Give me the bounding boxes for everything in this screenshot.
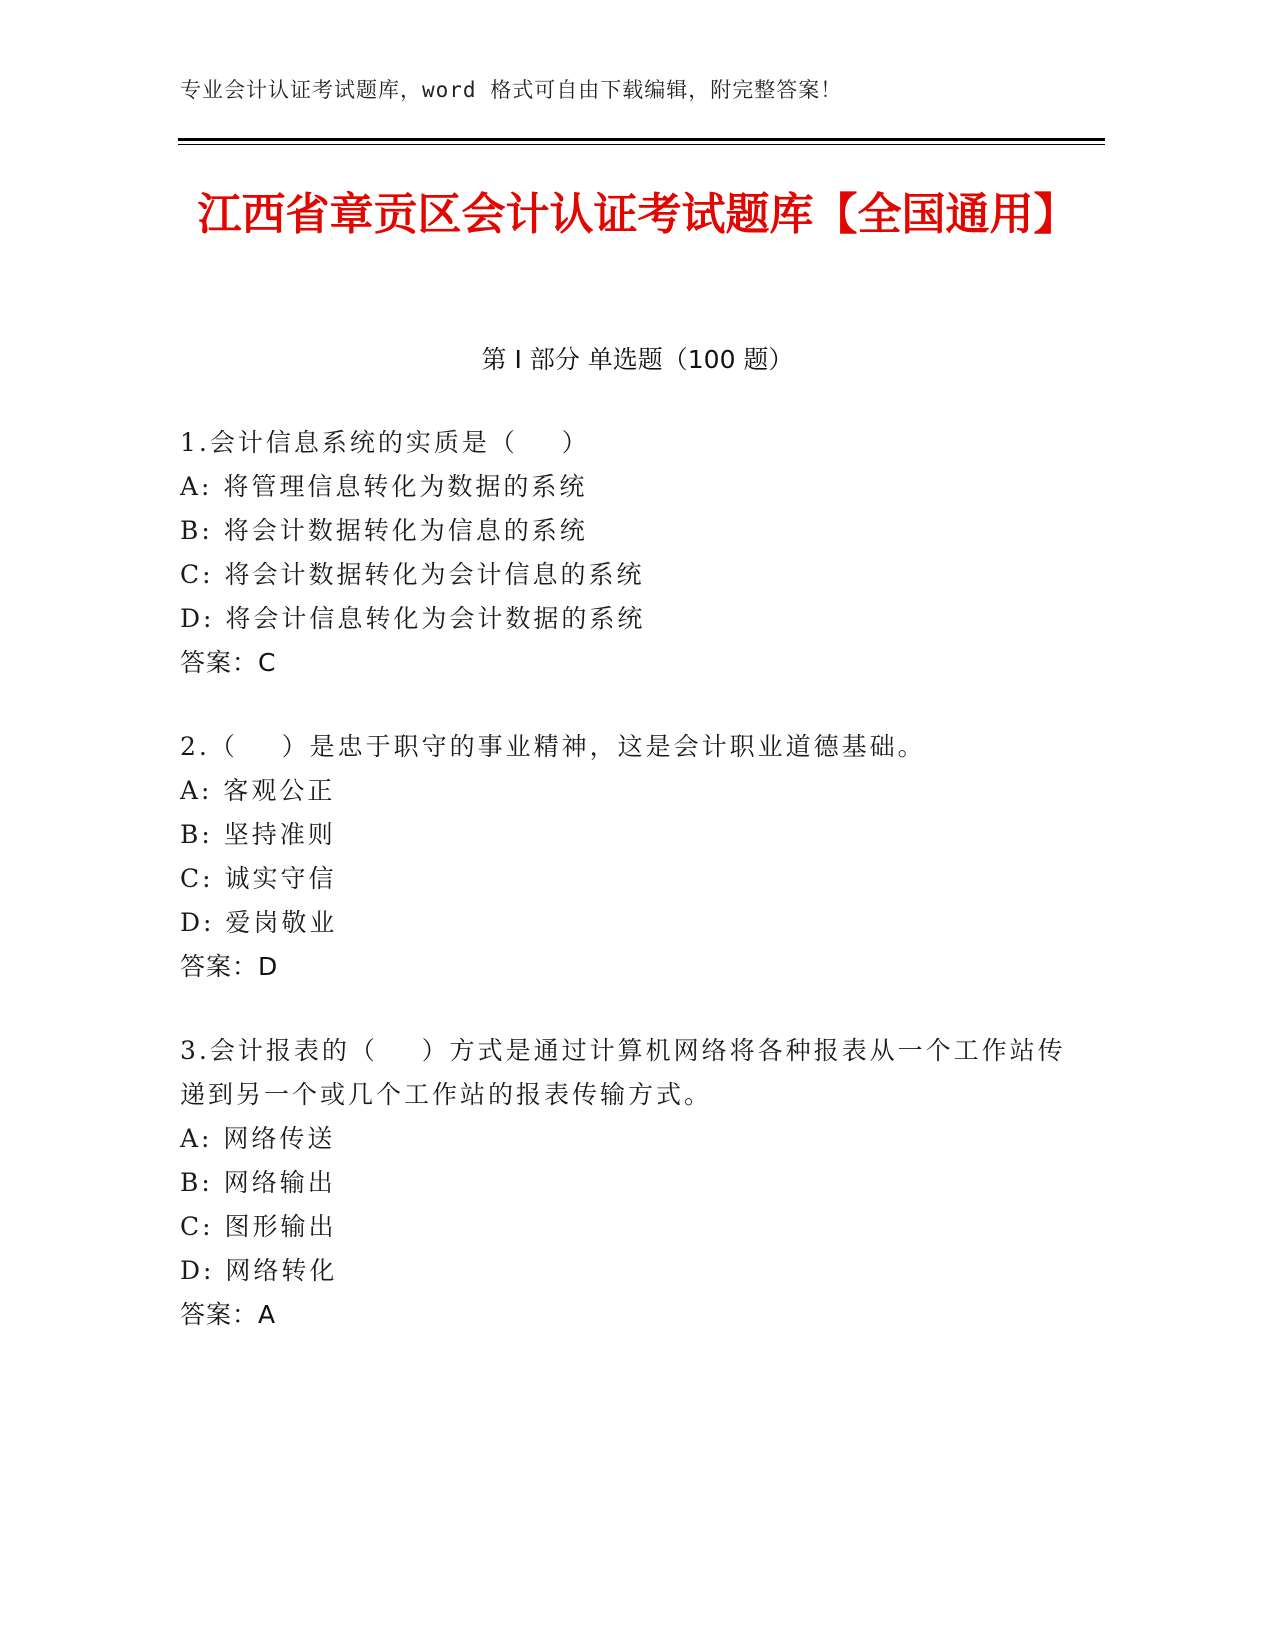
answer: 答案：A [180,1300,277,1329]
option-c: C: 诚实守信 [180,864,337,893]
option-c: C: 将会计数据转化为会计信息的系统 [180,560,645,589]
question-stem: 2.（ ）是忠于职守的事业精神，这是会计职业道德基础。 [180,732,926,761]
option-d: D: 将会计信息转化为会计数据的系统 [180,604,646,633]
question-3 [180,1029,1080,1337]
option-b: B: 坚持准则 [180,820,336,849]
question-2 [180,725,1080,989]
question-1 [180,421,1080,685]
answer: 答案：D [180,952,279,981]
header-note: 专业会计认证考试题库，word 格式可自由下载编辑，附完整答案！ [180,78,843,102]
option-c: C: 图形输出 [180,1212,337,1241]
option-a: A: 客观公正 [180,776,336,805]
option-d: D: 爱岗敬业 [180,908,338,937]
question-list [180,421,1080,1377]
section-heading: 第 I 部分 单选题（100 题） [481,345,794,374]
option-a: A: 网络传送 [180,1124,336,1153]
question-stem: 1.会计信息系统的实质是（ ） [180,428,590,457]
option-b: B: 将会计数据转化为信息的系统 [180,516,588,545]
option-a: A: 将管理信息转化为数据的系统 [180,472,588,501]
option-b: B: 网络输出 [180,1168,336,1197]
question-stem: 3.会计报表的（ ）方式是通过计算机网络将各种报表从一个工作站传递到另一个或几个工作站的报表传输方式。 [180,1036,1066,1109]
document-title: 江西省章贡区会计认证考试题库【全国通用】 [197,189,1078,240]
answer: 答案：C [180,648,277,677]
option-d: D: 网络转化 [180,1256,338,1285]
header-rule-thick [178,138,1105,141]
header-rule-thin [178,144,1105,145]
